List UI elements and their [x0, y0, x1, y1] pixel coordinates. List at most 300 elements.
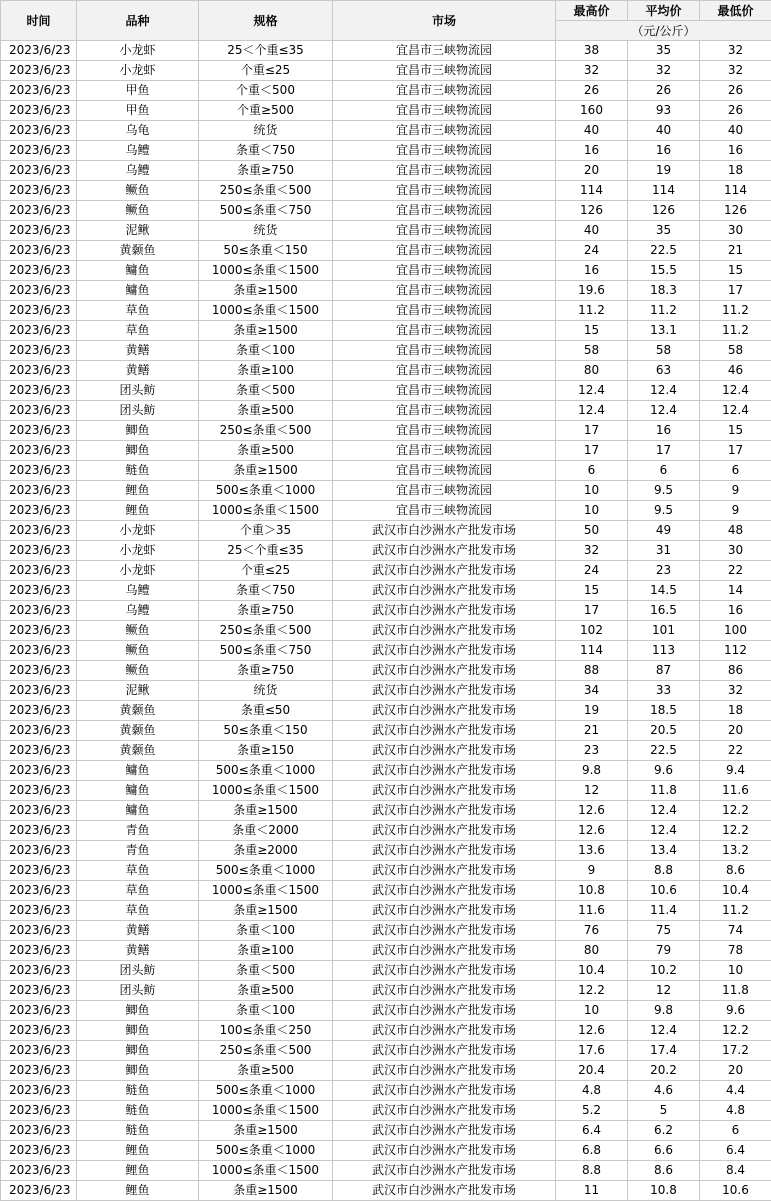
cell-spec: 1000≤条重＜1500: [199, 501, 333, 521]
cell-spec: 条重≥100: [199, 361, 333, 381]
table-row: [1, 221, 771, 241]
cell-variety: 草鱼: [77, 901, 199, 921]
cell-variety: 鳜鱼: [77, 201, 199, 221]
table-row: [1, 1041, 771, 1061]
cell-avg-price: 10.2: [628, 961, 700, 981]
cell-max-price: 58: [556, 341, 628, 361]
cell-max-price: 12.4: [556, 401, 628, 421]
cell-avg-price: 58: [628, 341, 700, 361]
cell-avg-price: 11.8: [628, 781, 700, 801]
cell-variety: 鳜鱼: [77, 641, 199, 661]
cell-min-price: 9: [700, 501, 771, 521]
cell-variety: 黄鳝: [77, 341, 199, 361]
cell-max-price: 34: [556, 681, 628, 701]
table-row: [1, 781, 771, 801]
cell-date: 2023/6/23: [1, 681, 77, 701]
table-row: [1, 961, 771, 981]
cell-max-price: 19: [556, 701, 628, 721]
cell-min-price: 16: [700, 601, 771, 621]
cell-variety: 鲫鱼: [77, 421, 199, 441]
cell-avg-price: 12.4: [628, 821, 700, 841]
cell-variety: 鲢鱼: [77, 461, 199, 481]
cell-max-price: 32: [556, 541, 628, 561]
cell-avg-price: 32: [628, 61, 700, 81]
cell-spec: 个重≥500: [199, 101, 333, 121]
cell-max-price: 11.6: [556, 901, 628, 921]
cell-max-price: 32: [556, 61, 628, 81]
cell-spec: 500≤条重＜1000: [199, 861, 333, 881]
cell-date: 2023/6/23: [1, 261, 77, 281]
cell-spec: 条重≥1500: [199, 461, 333, 481]
cell-spec: 1000≤条重＜1500: [199, 301, 333, 321]
cell-max-price: 8.8: [556, 1161, 628, 1181]
cell-avg-price: 101: [628, 621, 700, 641]
cell-market: 武汉市白沙洲水产批发市场: [333, 621, 556, 641]
header-avg-price: 平均价: [628, 1, 700, 21]
cell-spec: 条重≥100: [199, 941, 333, 961]
cell-spec: 条重≥750: [199, 601, 333, 621]
table-row: [1, 521, 771, 541]
cell-variety: 鳙鱼: [77, 281, 199, 301]
cell-spec: 条重＜2000: [199, 821, 333, 841]
cell-min-price: 20: [700, 1061, 771, 1081]
cell-spec: 50≤条重＜150: [199, 241, 333, 261]
cell-variety: 团头鲂: [77, 381, 199, 401]
cell-min-price: 13.2: [700, 841, 771, 861]
cell-min-price: 86: [700, 661, 771, 681]
cell-max-price: 40: [556, 221, 628, 241]
cell-max-price: 24: [556, 561, 628, 581]
cell-spec: 100≤条重＜250: [199, 1021, 333, 1041]
cell-date: 2023/6/23: [1, 281, 77, 301]
cell-date: 2023/6/23: [1, 341, 77, 361]
cell-avg-price: 15.5: [628, 261, 700, 281]
cell-max-price: 23: [556, 741, 628, 761]
cell-avg-price: 19: [628, 161, 700, 181]
cell-market: 武汉市白沙洲水产批发市场: [333, 1061, 556, 1081]
table-row: [1, 241, 771, 261]
cell-date: 2023/6/23: [1, 1081, 77, 1101]
cell-avg-price: 12.4: [628, 1021, 700, 1041]
cell-spec: 1000≤条重＜1500: [199, 881, 333, 901]
table-row: [1, 1141, 771, 1161]
cell-market: 宜昌市三峡物流园: [333, 441, 556, 461]
cell-avg-price: 93: [628, 101, 700, 121]
cell-variety: 团头鲂: [77, 961, 199, 981]
cell-market: 武汉市白沙洲水产批发市场: [333, 781, 556, 801]
cell-min-price: 12.2: [700, 1021, 771, 1041]
cell-min-price: 11.8: [700, 981, 771, 1001]
table-row: [1, 101, 771, 121]
cell-max-price: 11.2: [556, 301, 628, 321]
cell-date: 2023/6/23: [1, 121, 77, 141]
table-row: [1, 1001, 771, 1021]
cell-avg-price: 16: [628, 421, 700, 441]
cell-date: 2023/6/23: [1, 921, 77, 941]
cell-market: 武汉市白沙洲水产批发市场: [333, 801, 556, 821]
cell-date: 2023/6/23: [1, 461, 77, 481]
cell-min-price: 9: [700, 481, 771, 501]
cell-date: 2023/6/23: [1, 961, 77, 981]
cell-max-price: 80: [556, 941, 628, 961]
cell-market: 宜昌市三峡物流园: [333, 381, 556, 401]
cell-avg-price: 6: [628, 461, 700, 481]
cell-spec: 条重≥500: [199, 441, 333, 461]
cell-avg-price: 9.5: [628, 501, 700, 521]
cell-date: 2023/6/23: [1, 501, 77, 521]
table-row: [1, 1181, 771, 1201]
cell-date: 2023/6/23: [1, 161, 77, 181]
cell-variety: 鳙鱼: [77, 761, 199, 781]
cell-date: 2023/6/23: [1, 741, 77, 761]
cell-date: 2023/6/23: [1, 601, 77, 621]
cell-date: 2023/6/23: [1, 1061, 77, 1081]
cell-market: 宜昌市三峡物流园: [333, 261, 556, 281]
cell-max-price: 24: [556, 241, 628, 261]
cell-min-price: 11.2: [700, 901, 771, 921]
cell-spec: 条重≤50: [199, 701, 333, 721]
cell-market: 武汉市白沙洲水产批发市场: [333, 861, 556, 881]
cell-min-price: 6.4: [700, 1141, 771, 1161]
cell-avg-price: 35: [628, 221, 700, 241]
cell-avg-price: 18.3: [628, 281, 700, 301]
cell-max-price: 80: [556, 361, 628, 381]
cell-market: 武汉市白沙洲水产批发市场: [333, 541, 556, 561]
cell-market: 武汉市白沙洲水产批发市场: [333, 641, 556, 661]
cell-market: 宜昌市三峡物流园: [333, 61, 556, 81]
table-row: [1, 201, 771, 221]
table-row: [1, 881, 771, 901]
table-row: [1, 261, 771, 281]
cell-min-price: 32: [700, 61, 771, 81]
cell-market: 宜昌市三峡物流园: [333, 221, 556, 241]
cell-min-price: 6: [700, 1121, 771, 1141]
cell-date: 2023/6/23: [1, 481, 77, 501]
cell-date: 2023/6/23: [1, 581, 77, 601]
table-row: [1, 281, 771, 301]
cell-market: 宜昌市三峡物流园: [333, 361, 556, 381]
cell-spec: 条重≥750: [199, 661, 333, 681]
cell-date: 2023/6/23: [1, 61, 77, 81]
cell-date: 2023/6/23: [1, 421, 77, 441]
cell-spec: 个重＜500: [199, 81, 333, 101]
cell-market: 武汉市白沙洲水产批发市场: [333, 741, 556, 761]
cell-max-price: 10: [556, 501, 628, 521]
table-row: [1, 421, 771, 441]
cell-market: 宜昌市三峡物流园: [333, 141, 556, 161]
cell-market: 宜昌市三峡物流园: [333, 301, 556, 321]
cell-max-price: 20.4: [556, 1061, 628, 1081]
cell-variety: 鳜鱼: [77, 181, 199, 201]
cell-avg-price: 10.8: [628, 1181, 700, 1201]
cell-min-price: 46: [700, 361, 771, 381]
cell-variety: 甲鱼: [77, 81, 199, 101]
cell-variety: 团头鲂: [77, 401, 199, 421]
cell-avg-price: 18.5: [628, 701, 700, 721]
cell-max-price: 20: [556, 161, 628, 181]
cell-variety: 鲫鱼: [77, 1041, 199, 1061]
cell-spec: 个重≤25: [199, 61, 333, 81]
cell-max-price: 12: [556, 781, 628, 801]
cell-max-price: 40: [556, 121, 628, 141]
cell-market: 武汉市白沙洲水产批发市场: [333, 701, 556, 721]
cell-min-price: 30: [700, 221, 771, 241]
cell-date: 2023/6/23: [1, 321, 77, 341]
table-row: [1, 481, 771, 501]
cell-max-price: 160: [556, 101, 628, 121]
cell-date: 2023/6/23: [1, 661, 77, 681]
header-max-price: 最高价: [556, 1, 628, 21]
cell-avg-price: 9.8: [628, 1001, 700, 1021]
cell-market: 武汉市白沙洲水产批发市场: [333, 1181, 556, 1201]
cell-avg-price: 31: [628, 541, 700, 561]
cell-max-price: 12.4: [556, 381, 628, 401]
cell-market: 宜昌市三峡物流园: [333, 421, 556, 441]
cell-min-price: 6: [700, 461, 771, 481]
cell-max-price: 17.6: [556, 1041, 628, 1061]
table-row: [1, 541, 771, 561]
cell-variety: 乌鳢: [77, 581, 199, 601]
cell-market: 武汉市白沙洲水产批发市场: [333, 721, 556, 741]
cell-variety: 小龙虾: [77, 521, 199, 541]
table-row: [1, 1161, 771, 1181]
cell-market: 宜昌市三峡物流园: [333, 101, 556, 121]
cell-min-price: 16: [700, 141, 771, 161]
cell-min-price: 17: [700, 441, 771, 461]
cell-variety: 鳙鱼: [77, 781, 199, 801]
cell-market: 武汉市白沙洲水产批发市场: [333, 921, 556, 941]
cell-date: 2023/6/23: [1, 981, 77, 1001]
cell-spec: 个重＞35: [199, 521, 333, 541]
cell-variety: 黄颡鱼: [77, 701, 199, 721]
table-row: [1, 621, 771, 641]
table-row: [1, 361, 771, 381]
cell-variety: 鲢鱼: [77, 1121, 199, 1141]
cell-spec: 1000≤条重＜1500: [199, 261, 333, 281]
cell-spec: 500≤条重＜750: [199, 641, 333, 661]
cell-market: 宜昌市三峡物流园: [333, 241, 556, 261]
table-row: [1, 701, 771, 721]
cell-avg-price: 11.4: [628, 901, 700, 921]
cell-variety: 草鱼: [77, 861, 199, 881]
cell-date: 2023/6/23: [1, 1021, 77, 1041]
cell-date: 2023/6/23: [1, 1181, 77, 1201]
table-row: [1, 81, 771, 101]
cell-market: 武汉市白沙洲水产批发市场: [333, 1001, 556, 1021]
cell-min-price: 114: [700, 181, 771, 201]
cell-date: 2023/6/23: [1, 361, 77, 381]
header-market: 市场: [333, 1, 556, 41]
cell-min-price: 11.2: [700, 321, 771, 341]
cell-date: 2023/6/23: [1, 1101, 77, 1121]
table-row: [1, 161, 771, 181]
cell-min-price: 12.4: [700, 381, 771, 401]
cell-date: 2023/6/23: [1, 381, 77, 401]
cell-variety: 黄鳝: [77, 941, 199, 961]
table-row: [1, 501, 771, 521]
table-row: [1, 861, 771, 881]
cell-date: 2023/6/23: [1, 561, 77, 581]
cell-spec: 250≤条重＜500: [199, 181, 333, 201]
cell-market: 宜昌市三峡物流园: [333, 181, 556, 201]
cell-max-price: 12.6: [556, 1021, 628, 1041]
cell-avg-price: 10.6: [628, 881, 700, 901]
table-row: [1, 341, 771, 361]
table-row: [1, 441, 771, 461]
table-row: [1, 301, 771, 321]
cell-variety: 乌鳢: [77, 161, 199, 181]
cell-market: 武汉市白沙洲水产批发市场: [333, 1141, 556, 1161]
cell-spec: 条重≥1500: [199, 901, 333, 921]
table-row: [1, 821, 771, 841]
cell-market: 宜昌市三峡物流园: [333, 321, 556, 341]
cell-min-price: 78: [700, 941, 771, 961]
cell-max-price: 10.4: [556, 961, 628, 981]
cell-max-price: 6.8: [556, 1141, 628, 1161]
cell-min-price: 32: [700, 681, 771, 701]
cell-avg-price: 33: [628, 681, 700, 701]
cell-variety: 鲫鱼: [77, 1001, 199, 1021]
cell-avg-price: 63: [628, 361, 700, 381]
cell-variety: 鲢鱼: [77, 1081, 199, 1101]
cell-min-price: 112: [700, 641, 771, 661]
cell-max-price: 10: [556, 1001, 628, 1021]
cell-variety: 黄颡鱼: [77, 721, 199, 741]
table-row: [1, 461, 771, 481]
cell-avg-price: 9.5: [628, 481, 700, 501]
table-row: [1, 981, 771, 1001]
cell-spec: 统货: [199, 121, 333, 141]
cell-spec: 统货: [199, 681, 333, 701]
table-row: [1, 401, 771, 421]
cell-min-price: 4.4: [700, 1081, 771, 1101]
cell-market: 武汉市白沙洲水产批发市场: [333, 881, 556, 901]
cell-market: 宜昌市三峡物流园: [333, 201, 556, 221]
cell-avg-price: 4.6: [628, 1081, 700, 1101]
cell-market: 武汉市白沙洲水产批发市场: [333, 981, 556, 1001]
cell-spec: 条重≥2000: [199, 841, 333, 861]
cell-max-price: 10.8: [556, 881, 628, 901]
cell-avg-price: 126: [628, 201, 700, 221]
cell-min-price: 30: [700, 541, 771, 561]
cell-market: 武汉市白沙洲水产批发市场: [333, 941, 556, 961]
cell-avg-price: 8.6: [628, 1161, 700, 1181]
cell-min-price: 126: [700, 201, 771, 221]
cell-spec: 统货: [199, 221, 333, 241]
cell-market: 武汉市白沙洲水产批发市场: [333, 601, 556, 621]
cell-max-price: 17: [556, 441, 628, 461]
table-row: [1, 741, 771, 761]
cell-market: 武汉市白沙洲水产批发市场: [333, 521, 556, 541]
cell-date: 2023/6/23: [1, 141, 77, 161]
cell-variety: 鲤鱼: [77, 501, 199, 521]
cell-min-price: 12.4: [700, 401, 771, 421]
table-row: [1, 1121, 771, 1141]
cell-max-price: 126: [556, 201, 628, 221]
cell-variety: 草鱼: [77, 301, 199, 321]
cell-max-price: 21: [556, 721, 628, 741]
table-row: [1, 1021, 771, 1041]
cell-market: 宜昌市三峡物流园: [333, 501, 556, 521]
cell-avg-price: 114: [628, 181, 700, 201]
cell-date: 2023/6/23: [1, 301, 77, 321]
cell-date: 2023/6/23: [1, 401, 77, 421]
cell-spec: 条重≥1500: [199, 801, 333, 821]
cell-market: 武汉市白沙洲水产批发市场: [333, 1101, 556, 1121]
cell-date: 2023/6/23: [1, 1001, 77, 1021]
cell-max-price: 11: [556, 1181, 628, 1201]
cell-max-price: 6: [556, 461, 628, 481]
cell-min-price: 40: [700, 121, 771, 141]
cell-spec: 50≤条重＜150: [199, 721, 333, 741]
cell-spec: 500≤条重＜750: [199, 201, 333, 221]
cell-spec: 条重≥1500: [199, 321, 333, 341]
cell-max-price: 102: [556, 621, 628, 641]
cell-spec: 条重＜500: [199, 381, 333, 401]
table-row: [1, 721, 771, 741]
cell-max-price: 114: [556, 181, 628, 201]
cell-market: 宜昌市三峡物流园: [333, 121, 556, 141]
cell-spec: 个重≤25: [199, 561, 333, 581]
cell-variety: 团头鲂: [77, 981, 199, 1001]
cell-market: 武汉市白沙洲水产批发市场: [333, 561, 556, 581]
cell-market: 宜昌市三峡物流园: [333, 401, 556, 421]
cell-market: 武汉市白沙洲水产批发市场: [333, 841, 556, 861]
cell-date: 2023/6/23: [1, 761, 77, 781]
cell-min-price: 15: [700, 421, 771, 441]
cell-min-price: 20: [700, 721, 771, 741]
cell-variety: 甲鱼: [77, 101, 199, 121]
cell-market: 宜昌市三峡物流园: [333, 481, 556, 501]
cell-spec: 条重≥500: [199, 981, 333, 1001]
cell-variety: 青鱼: [77, 841, 199, 861]
cell-market: 宜昌市三峡物流园: [333, 81, 556, 101]
cell-variety: 鳜鱼: [77, 621, 199, 641]
cell-variety: 鲫鱼: [77, 1061, 199, 1081]
table-row: [1, 321, 771, 341]
cell-variety: 黄鳝: [77, 361, 199, 381]
cell-spec: 1000≤条重＜1500: [199, 781, 333, 801]
cell-min-price: 8.4: [700, 1161, 771, 1181]
cell-date: 2023/6/23: [1, 1041, 77, 1061]
cell-variety: 鲤鱼: [77, 1161, 199, 1181]
cell-max-price: 12.6: [556, 821, 628, 841]
cell-variety: 鲤鱼: [77, 481, 199, 501]
cell-market: 武汉市白沙洲水产批发市场: [333, 661, 556, 681]
cell-variety: 鳙鱼: [77, 261, 199, 281]
cell-avg-price: 113: [628, 641, 700, 661]
cell-spec: 条重≥500: [199, 401, 333, 421]
cell-variety: 小龙虾: [77, 541, 199, 561]
cell-min-price: 26: [700, 101, 771, 121]
cell-variety: 小龙虾: [77, 41, 199, 61]
cell-market: 宜昌市三峡物流园: [333, 341, 556, 361]
cell-avg-price: 23: [628, 561, 700, 581]
cell-min-price: 32: [700, 41, 771, 61]
cell-variety: 泥鳅: [77, 221, 199, 241]
cell-spec: 条重≥1500: [199, 1181, 333, 1201]
cell-date: 2023/6/23: [1, 1121, 77, 1141]
cell-spec: 条重＜750: [199, 581, 333, 601]
table-row: [1, 841, 771, 861]
cell-variety: 鳙鱼: [77, 801, 199, 821]
cell-avg-price: 75: [628, 921, 700, 941]
cell-date: 2023/6/23: [1, 841, 77, 861]
cell-variety: 乌鳢: [77, 141, 199, 161]
table-row: [1, 121, 771, 141]
cell-min-price: 12.2: [700, 821, 771, 841]
cell-min-price: 100: [700, 621, 771, 641]
